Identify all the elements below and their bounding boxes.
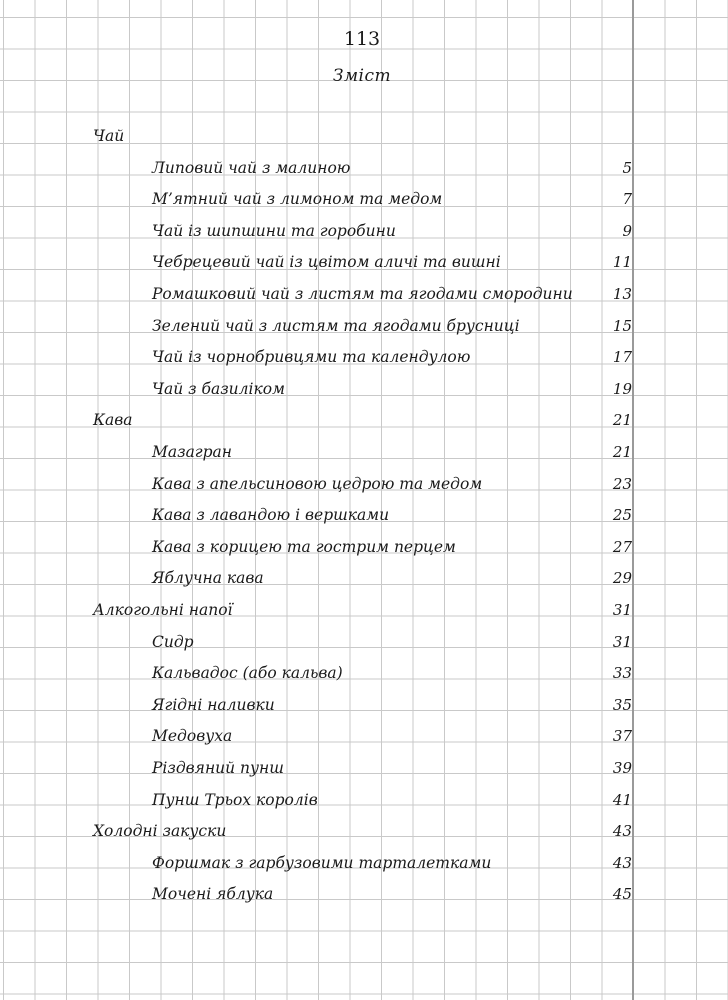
toc-page-number: 31 xyxy=(612,633,632,651)
toc-item-title: Яблучна кава xyxy=(152,569,264,587)
toc-page-number: 27 xyxy=(612,538,632,556)
toc-item-title: Сидр xyxy=(152,633,194,651)
toc-item-title: Ягідні наливки xyxy=(152,696,275,714)
toc-item-title: М’ятний чай з лимоном та медом xyxy=(152,190,443,208)
toc-item-title: Чай з базиліком xyxy=(152,380,285,398)
toc-item-title: Чебрецевий чай із цвітом аличі та вишні xyxy=(152,253,501,271)
toc-item-title: Чай із чорнобривцями та календулою xyxy=(152,348,471,366)
toc-item-title: Чай із шипшини та горобини xyxy=(152,222,396,240)
page-number: 113 xyxy=(343,28,381,50)
toc-page-number: 33 xyxy=(612,664,632,682)
toc-item-title: Кава з лавандою і вершками xyxy=(152,506,390,524)
toc-item-title: Форшмак з гарбузовими тарталетками xyxy=(152,854,492,872)
toc-section-title: Холодні закуски xyxy=(93,822,227,840)
toc-item-title: Пунш Трьох королів xyxy=(152,791,318,809)
toc-page-number: 39 xyxy=(612,759,632,777)
toc-page-number: 43 xyxy=(612,854,632,872)
toc-page-number: 17 xyxy=(612,348,632,366)
toc-page-number: 21 xyxy=(612,443,632,461)
notebook-margin-line xyxy=(632,0,634,1000)
toc-item-title: Липовий чай з малиною xyxy=(152,159,351,177)
toc-item-title: Мазагран xyxy=(152,443,233,461)
toc-item-title: Медовуха xyxy=(152,727,233,745)
toc-page-number: 13 xyxy=(612,285,632,303)
toc-section-title: Чай xyxy=(93,127,125,145)
toc-item-title: Різдвяний пунш xyxy=(152,759,284,777)
toc-page-number xyxy=(592,121,632,151)
toc-page-number: 43 xyxy=(612,822,632,840)
toc-item-title: Кава з корицею та гострим перцем xyxy=(152,538,456,556)
toc-page-number: 5 xyxy=(622,159,632,177)
toc-page-number: 29 xyxy=(612,569,632,587)
toc-item-title: Кава з апельсиновою цедрою та медом xyxy=(152,475,483,493)
toc-item-title: Мочені яблука xyxy=(152,885,274,903)
toc-item-title: Зелений чай з листям та ягодами брусниці xyxy=(152,317,520,335)
toc-page-number: 9 xyxy=(622,222,632,240)
toc-page-number: 25 xyxy=(612,506,632,524)
toc-page-number: 31 xyxy=(612,601,632,619)
toc-title: Зміст xyxy=(332,66,392,86)
toc-page-number: 37 xyxy=(612,727,632,745)
toc-page-number: 23 xyxy=(612,475,632,493)
toc-page-number: 15 xyxy=(612,317,632,335)
toc-page-number: 11 xyxy=(612,253,632,271)
toc-section-title: Кава xyxy=(93,411,133,429)
toc-item-title: Кальвадос (або кальва) xyxy=(152,664,343,682)
toc-item-title: Ромашковий чай з листям та ягодами смородини xyxy=(152,285,573,303)
toc-page-number: 45 xyxy=(612,885,632,903)
toc-page-number: 7 xyxy=(622,190,632,208)
toc-page-number: 21 xyxy=(612,411,632,429)
toc-page-number: 35 xyxy=(612,696,632,714)
toc-page-number: 19 xyxy=(612,380,632,398)
toc-page-number: 41 xyxy=(612,791,632,809)
toc-section-title: Алкогольні напої xyxy=(93,601,233,619)
